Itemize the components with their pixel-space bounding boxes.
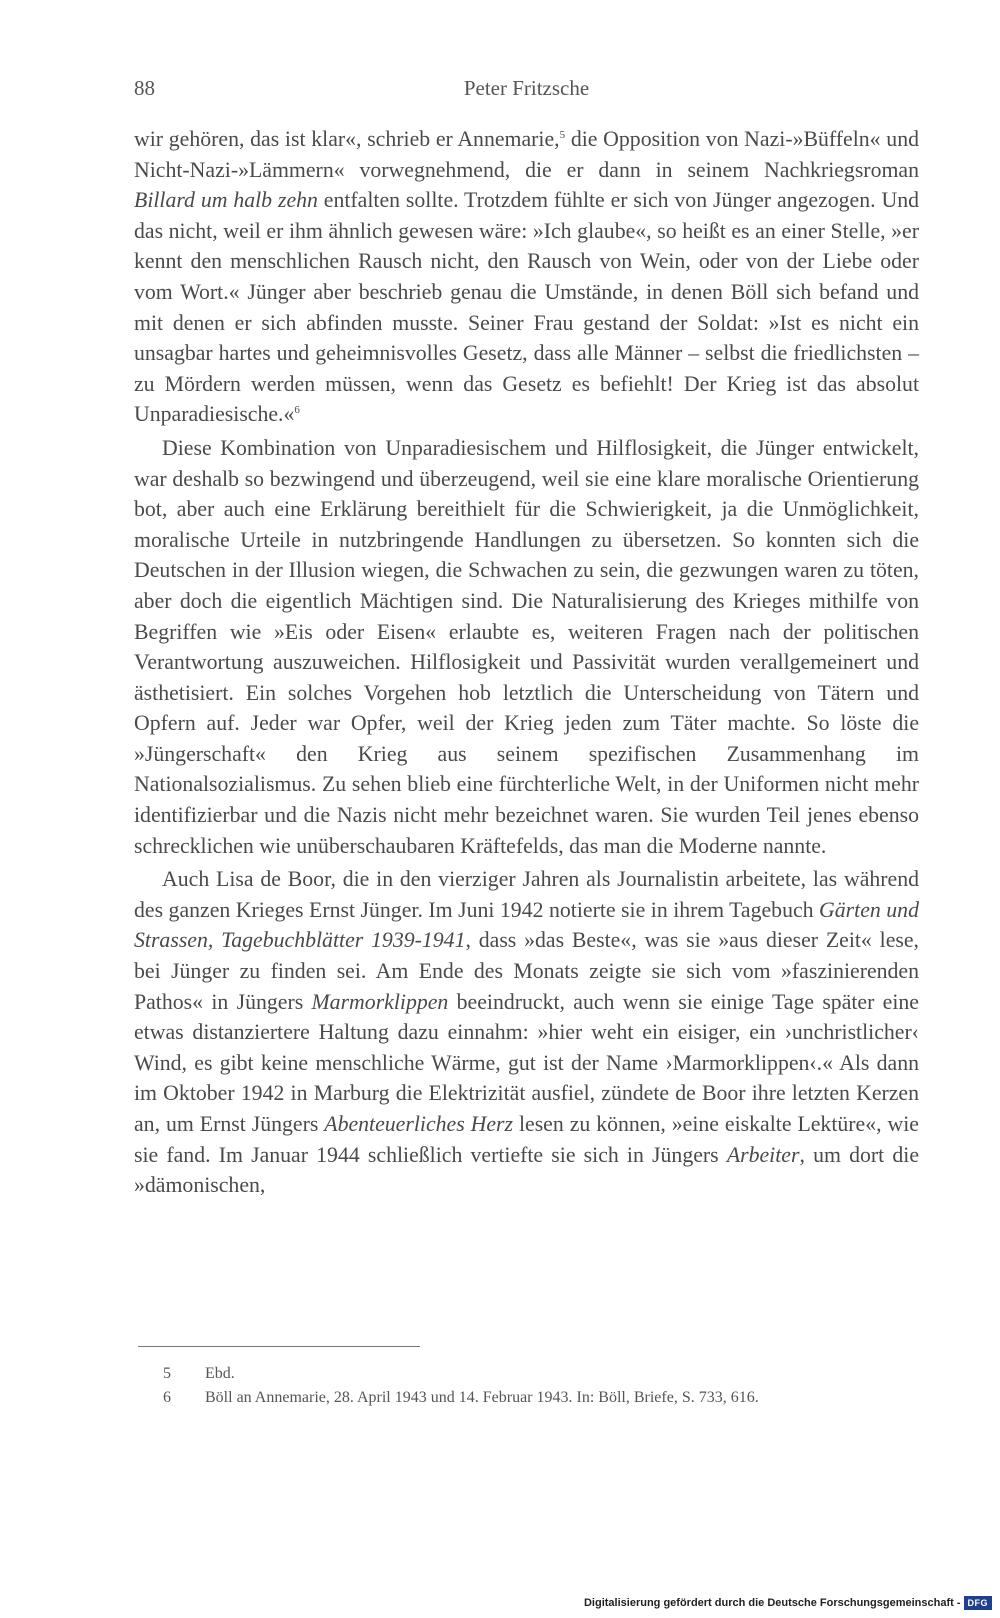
- text-run: entfalten sollte. Trotzdem fühlte er sich von Jünger angezogen. Und das nicht, weil er ihm ähnlich gewesen wäre: »Ich glaube«, so heißt es an einer Stelle, »er kennt den menschlichen Rausch nicht, den Rausch von Wein, oder von der Liebe oder vom Wort.« Jünger aber beschrieb genau die Umstände, in denen Böll sich befand und mit denen er sich abfinden musste. Seiner Frau gestand der Soldat: »Ist es nicht ein unsagbar hartes und geheimnisvolles Gesetz, dass alle Männer – selbst die friedlichsten – zu Mördern werden müssen, wenn das Gesetz es befiehlt! Der Krieg ist das absolut Unparadiesische.«: [134, 188, 919, 427]
- running-head: [134, 76, 919, 106]
- footnote-marker: 6: [294, 404, 300, 417]
- italic-title: Marmorklippen: [311, 989, 449, 1014]
- paragraph: [134, 433, 919, 861]
- text-run: wir gehören, das ist klar«, schrieb er Annemarie,: [134, 127, 560, 151]
- text-run: beeindruckt, auch wenn sie einige Tage später eine etwas distanziertere Haltung dazu einnahm: »hier weht ein eisiger, ein ›unchristlicher‹ Wind, es gibt keine menschliche Wärme, gut ist der Name ›Marmorklippen‹.« Als dann im Oktober 1942 in Marburg die Elektrizität ausfiel, zündete de Boor ihre letzten Kerzen an, um Ernst Jüngers: [134, 989, 919, 1136]
- paragraph: [134, 864, 919, 1201]
- footnote-text: Ebd.: [205, 1365, 235, 1382]
- footnotes: [163, 1362, 903, 1410]
- footnote-number: 6: [163, 1389, 171, 1406]
- italic-title: Arbeiter: [726, 1142, 800, 1167]
- footnote: [163, 1362, 903, 1386]
- footnote-text: Böll an Annemarie, 28. April 1943 und 14. Februar 1943. In: Böll, Briefe, S. 733, 616.: [205, 1389, 759, 1406]
- header-author: Peter Fritzsche: [463, 76, 590, 100]
- text-run: Diese Kombination von Unparadiesischem und Hilflosigkeit, die Jünger entwickelt, war deshalb so bezwingend und überzeugend, weil sie eine klare moralische Orientierung bot, aber auch eine Erklärung bereithielt für die Schwierigkeit, ja die Unmöglichkeit, moralische Urteile in nutzbringende Handlungen zu übersetzen. So konnten sich die Deutschen in der Illusion wiegen, die Schwachen zu sein, die gezwungen waren zu töten, aber doch die eigentlich Mächtigen sind. Die Naturalisierung des Krieges mithilfe von Begriffen wie »Eis oder Eisen« erlaubte es, weiteren Fragen nach der politischen Verantwortung auszuweichen. Hilflosigkeit und Passivität wurden verallgemeinert und ästhetisiert. Ein solches Vorgehen hob letztlich die Unterscheidung von Tätern und Opfern auf. Jeder war Opfer, weil der Krieg jeden zum Täter machte. So löste die »Jüngerschaft« den Krieg aus seinem spezifischen Zusammenhang im Nationalsozialismus. Zu sehen blieb eine fürchterliche Welt, in der Uniformen nicht mehr identifizierbar und die Nazis nicht mehr bezeichnet waren. Sie wurden Teil jenes ebenso schrecklichen wie unüberschaubaren Kräftefelds, das man die Moderne nannte.: [134, 435, 919, 858]
- dfg-logo-icon: DFG: [964, 1596, 993, 1610]
- italic-title: Gärten und Strassen, Tagebuchblätter 1939-1941: [134, 897, 919, 953]
- text-run: , dass »das Beste«, was sie »aus dieser Zeit« lese, bei Jünger zu finden sei. Am Ende des Monats zeigte sie sich vom »faszinierenden Pathos« in Jüngers: [134, 928, 919, 1014]
- page-number: 88: [134, 76, 155, 100]
- footnote-number: 5: [163, 1365, 171, 1382]
- footnote-divider: [138, 1346, 420, 1347]
- italic-title: Abenteuerliches Herz: [324, 1112, 514, 1136]
- text-run: lesen zu können, »eine eiskalte Lektüre«, wie sie fand. Im Januar 1944 schließlich vertiefte sie sich in Jüngers: [134, 1112, 919, 1167]
- text-run: Auch Lisa de Boor, die in den vierziger Jahren als Journalistin arbeitete, las während des ganzen Krieges Ernst Jünger. Im Juni 1942 notierte sie in ihrem Tagebuch: [134, 867, 919, 922]
- footnote-marker: 5: [559, 129, 566, 141]
- digitization-credit: [584, 1596, 992, 1610]
- text-run: die Opposition von Nazi-»Büffeln« und Nicht-Nazi-»Lämmern« vorwegnehmend, die er dann in seinem Nachkriegsroman: [134, 127, 919, 182]
- body-text: [134, 124, 919, 1201]
- credit-text: Digitalisierung gefördert durch die Deutsche Forschungsgemeinschaft -: [583, 1597, 961, 1609]
- footnote: [163, 1386, 903, 1410]
- paragraph: [134, 124, 919, 430]
- italic-title: Billard um halb zehn: [134, 188, 318, 213]
- text-run: , um dort die »dämonischen,: [134, 1142, 919, 1198]
